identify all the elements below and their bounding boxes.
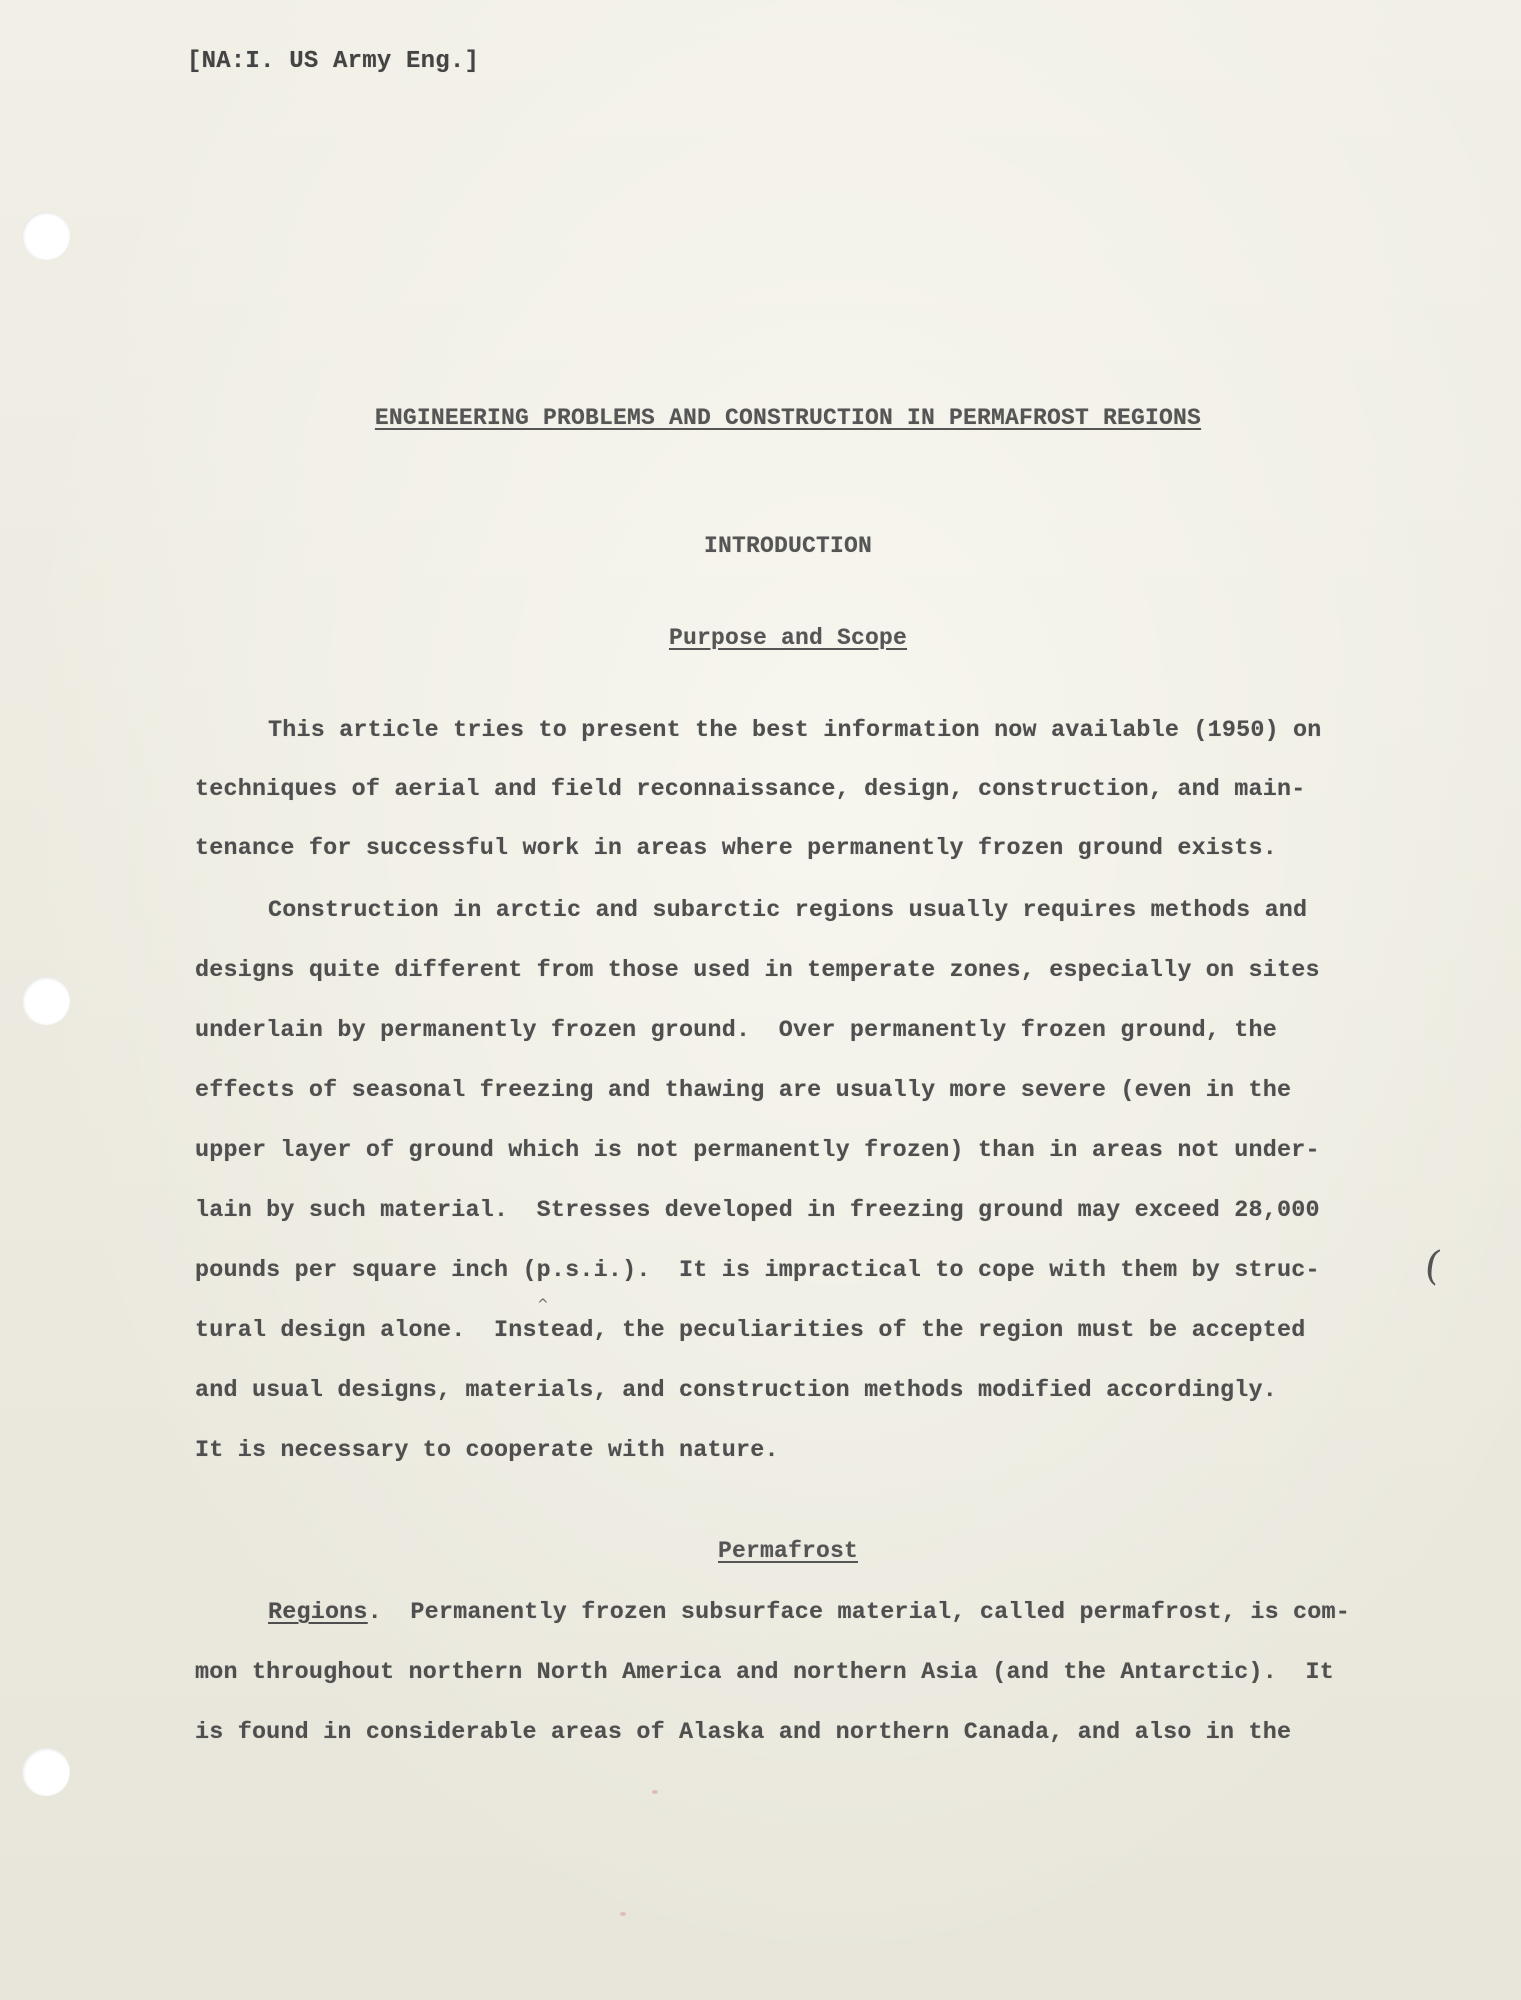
paragraph-line: lain by such material. Stresses developed in freezing ground may exceed 28,000: [195, 1198, 1320, 1224]
punch-hole: [22, 1748, 70, 1796]
ink-speck: [652, 1790, 658, 1794]
margin-annotation-mark: (: [1421, 1242, 1444, 1290]
paragraph-line: and usual designs, materials, and construction methods modified accordingly.: [195, 1378, 1277, 1404]
section-heading: INTRODUCTION: [703, 533, 873, 559]
paragraph-line: tural design alone. Instead, the peculiarities of the region must be accepted: [195, 1318, 1306, 1344]
paragraph-line: tenance for successful work in areas where permanently frozen ground exists.: [195, 836, 1277, 862]
paragraph-line: pounds per square inch (p.s.i.). It is impractical to cope with them by struc-: [195, 1258, 1320, 1284]
paragraph-line: It is necessary to cooperate with nature.: [195, 1438, 779, 1464]
ink-speck: [620, 1912, 626, 1916]
paragraph-line: Construction in arctic and subarctic regions usually requires methods and: [268, 898, 1308, 924]
subheading-permafrost: Permafrost: [717, 1538, 859, 1564]
paragraph-line: upper layer of ground which is not permanently frozen) than in areas not under-: [195, 1138, 1320, 1164]
archive-reference: [NA:I. US Army Eng.]: [187, 48, 480, 75]
document-title: ENGINEERING PROBLEMS AND CONSTRUCTION IN PERMAFROST REGIONS: [374, 405, 1202, 431]
regions-first-line-text: . Permanently frozen subsurface material, called permafrost, is com-: [367, 1600, 1351, 1626]
paragraph-line: effects of seasonal freezing and thawing are usually more severe (even in the: [195, 1078, 1292, 1104]
subheading-purpose-scope: Purpose and Scope: [668, 625, 908, 651]
paragraph-line: designs quite different from those used in temperate zones, especially on sites: [195, 958, 1320, 984]
paragraph-line: underlain by permanently frozen ground. Over permanently frozen ground, the: [195, 1018, 1277, 1044]
insertion-caret-mark: ^: [537, 1297, 549, 1313]
paragraph-line: techniques of aerial and field reconnaissance, design, construction, and main-: [195, 777, 1306, 803]
regions-label: Regions: [268, 1600, 368, 1626]
punch-hole: [22, 977, 70, 1025]
paragraph-line: This article tries to present the best information now available (1950) on: [268, 718, 1322, 744]
paragraph-line: [268, 1600, 1350, 1626]
paragraph-line: is found in considerable areas of Alaska and northern Canada, and also in the: [195, 1720, 1292, 1746]
paragraph-line: mon throughout northern North America and northern Asia (and the Antarctic). It: [195, 1660, 1334, 1686]
punch-hole: [22, 212, 70, 260]
